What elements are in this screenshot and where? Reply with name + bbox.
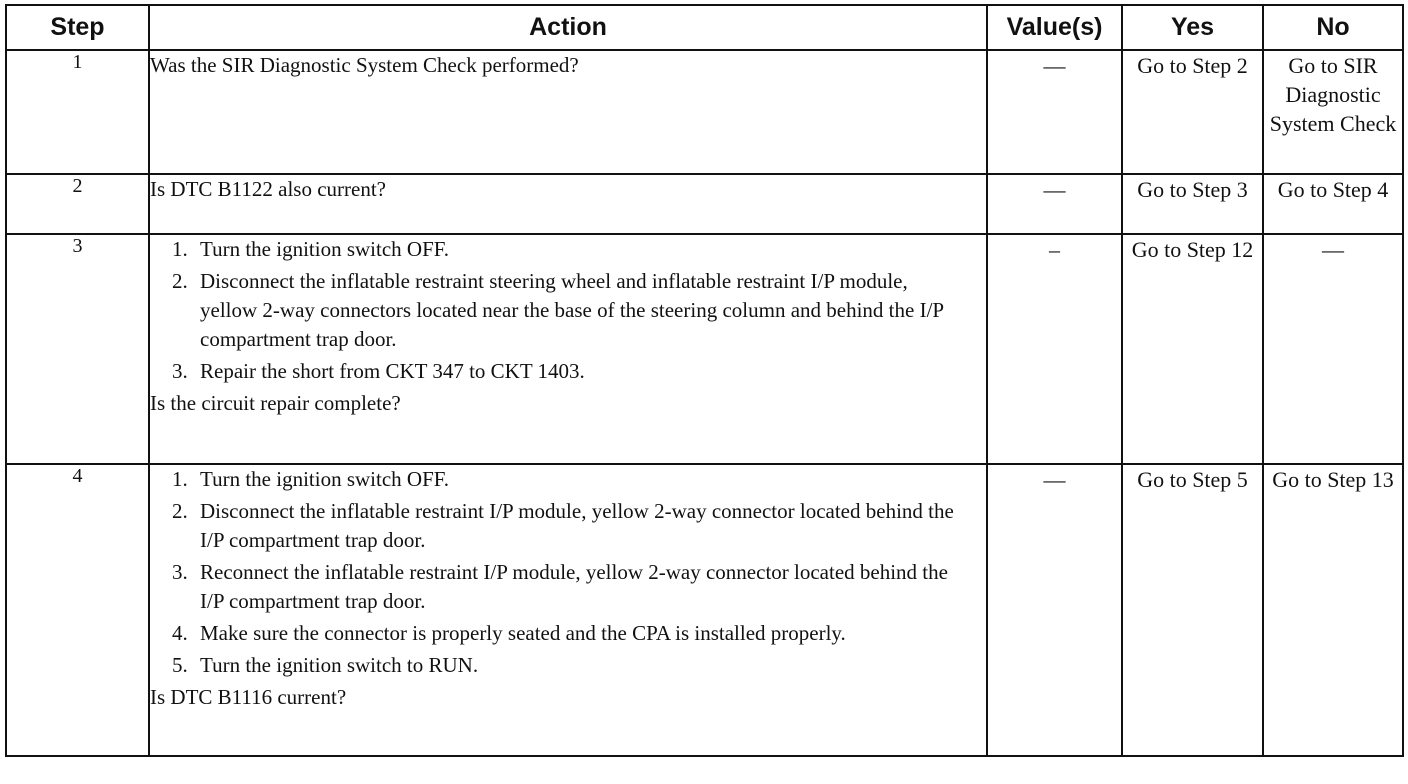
action-cell [149,174,987,234]
substep-number: 3. [172,560,188,584]
no-cell: Go to Step 4 [1263,174,1403,234]
yes-cell: Go to Step 2 [1122,50,1263,174]
table-row [6,234,1403,464]
substep-text: Reconnect the inflatable restraint I/P module, yellow 2-way connector located behind the I/P compartment trap door. [200,560,948,613]
substep-item [172,651,986,680]
substep-item [172,235,986,264]
value-cell: — [987,50,1122,174]
step-number: 4 [6,464,149,756]
substep-item [172,497,986,555]
header-action: Action [149,5,987,50]
step-number: 2 [6,174,149,234]
substep-item [172,267,986,354]
step-number: 3 [6,234,149,464]
substep-list [150,465,986,680]
substep-list [150,235,986,386]
table-row [6,464,1403,756]
action-question: Is DTC B1116 current? [150,685,347,709]
substep-text: Make sure the connector is properly seated and the CPA is installed properly. [200,621,846,645]
substep-item [172,619,986,648]
substep-text: Disconnect the inflatable restraint steering wheel and inflatable restraint I/P module, yellow 2-way connectors located near the base of the steering column and behind the I/P compartment trap door. [200,269,944,351]
yes-cell: Go to Step 5 [1122,464,1263,756]
yes-cell: Go to Step 12 [1122,234,1263,464]
substep-number: 3. [172,359,188,383]
header-no: No [1263,5,1403,50]
substep-number: 1. [172,467,188,491]
diagnostic-table [5,4,1404,757]
substep-number: 2. [172,499,188,523]
no-cell: Go to Step 13 [1263,464,1403,756]
substep-number: 1. [172,237,188,261]
action-question: Was the SIR Diagnostic System Check performed? [150,53,579,77]
value-cell: — [987,174,1122,234]
substep-number: 5. [172,653,188,677]
substep-text: Repair the short from CKT 347 to CKT 1403. [200,359,585,383]
no-cell: Go to SIR Diagnostic System Check [1263,50,1403,174]
value-cell: — [987,464,1122,756]
action-cell [149,464,987,756]
table-row [6,50,1403,174]
substep-number: 4. [172,621,188,645]
substep-item [172,357,986,386]
action-question: Is DTC B1122 also current? [150,177,387,201]
substep-item [172,558,986,616]
yes-cell: Go to Step 3 [1122,174,1263,234]
substep-item [172,465,986,494]
substep-text: Turn the ignition switch OFF. [200,467,449,491]
no-cell: — [1263,234,1403,464]
substep-text: Disconnect the inflatable restraint I/P module, yellow 2-way connector located behind the I/P compartment trap door. [200,499,954,552]
substep-text: Turn the ignition switch OFF. [200,237,449,261]
substep-number: 2. [172,269,188,293]
header-row [6,5,1403,50]
value-cell: – [987,234,1122,464]
substep-text: Turn the ignition switch to RUN. [200,653,479,677]
step-number: 1 [6,50,149,174]
action-cell [149,234,987,464]
header-yes: Yes [1122,5,1263,50]
table-row [6,174,1403,234]
action-cell [149,50,987,174]
header-step: Step [6,5,149,50]
header-values: Value(s) [987,5,1122,50]
action-question: Is the circuit repair complete? [150,391,401,415]
